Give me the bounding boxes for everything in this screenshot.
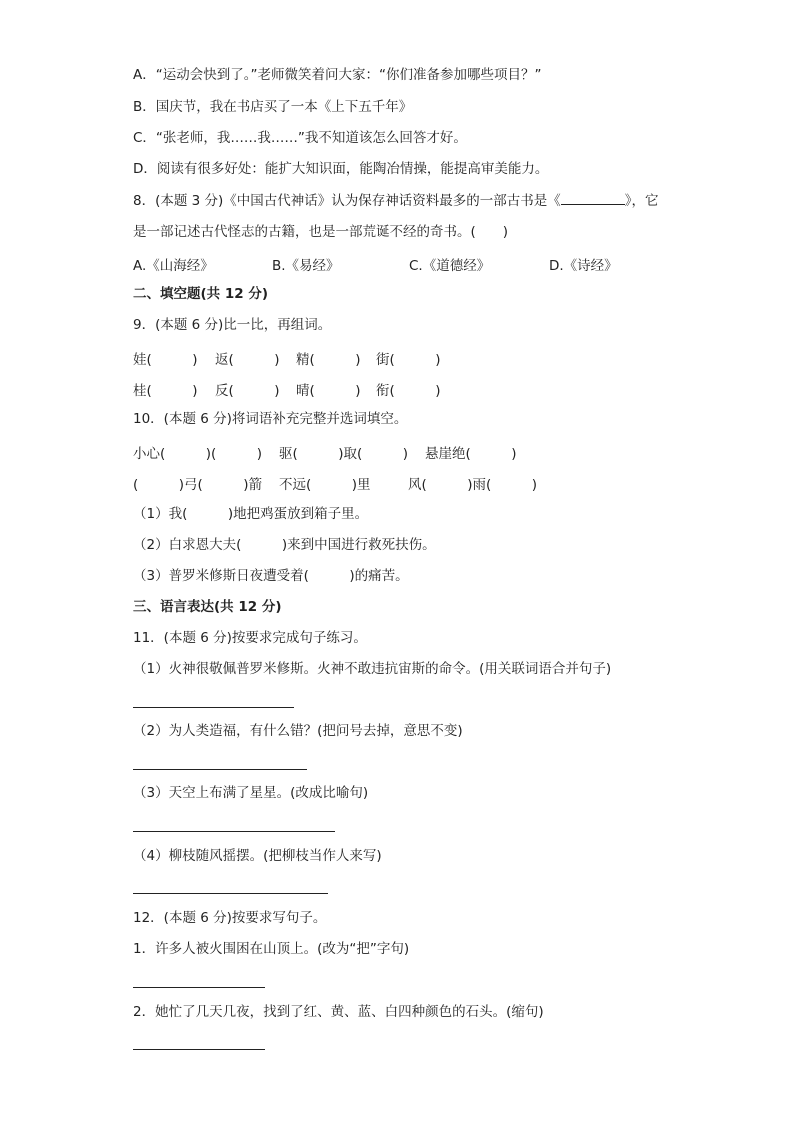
q10-sub-3: （3）普罗米修斯日夜遭受着( )的痛苦。 [133, 568, 409, 584]
q9-item: 返( ) [215, 352, 280, 368]
q11-answer-line-3[interactable] [133, 831, 335, 832]
q11-sub-1: （1）火神很敬佩普罗米修斯。火神不敢违抗宙斯的命令。(用关联词语合并句子) [133, 661, 612, 677]
q10-stem: 10．(本题 6 分)将词语补充完整并选词填空。 [133, 411, 408, 427]
q8-option-b: B.《易经》 [272, 258, 340, 274]
q7-option-c: C．“张老师，我……我……”我不知道该怎么回答才好。 [133, 130, 467, 146]
q9-item: 精( ) [296, 352, 361, 368]
q9-item: 桂( ) [133, 383, 198, 399]
q8-stem [133, 192, 659, 210]
q10-sub-1: （1）我( )地把鸡蛋放到箱子里。 [133, 506, 369, 522]
q12-sub-2: 2．她忙了几天几夜，找到了红、黄、蓝、白四种颜色的石头。(缩句) [133, 1004, 544, 1020]
q12-sub-1: 1．许多人被火围困在山顶上。(改为“把”字句) [133, 941, 410, 957]
q11-stem: 11．(本题 6 分)按要求完成句子练习。 [133, 630, 367, 646]
q8-stem-line2: 是一部记述古代怪志的古籍，也是一部荒诞不经的奇书。( ) [133, 224, 509, 240]
q9-item: 街( ) [376, 352, 441, 368]
q10-phrase: ( )弓( )箭 [133, 477, 263, 493]
q10-row-2 [133, 473, 553, 491]
q10-phrase: 风( )雨( ) [408, 477, 538, 493]
q12-answer-line-2[interactable] [133, 1049, 265, 1050]
q9-item: 反( ) [215, 383, 280, 399]
q9-item: 衔( ) [376, 383, 441, 399]
q9-item: 晴( ) [296, 383, 361, 399]
q11-answer-line-1[interactable] [133, 707, 294, 708]
q10-row-1 [133, 442, 553, 460]
q12-stem: 12．(本题 6 分)按要求写句子。 [133, 910, 327, 926]
q8-option-a: A.《山海经》 [133, 258, 214, 274]
q8-option-d: D.《诗经》 [549, 258, 618, 274]
q8-stem-pre: 8．(本题 3 分)《中国古代神话》认为保存神话资料最多的一部古书是《 [133, 193, 561, 209]
q8-answer-blank[interactable] [561, 192, 625, 205]
q10-phrase: 悬崖绝( ) [425, 446, 517, 462]
q8-options [133, 254, 653, 272]
q8-stem-post: 》，它 [624, 193, 659, 209]
q9-stem: 9．(本题 6 分)比一比，再组词。 [133, 317, 332, 333]
q10-phrase: 驱( )取( ) [279, 446, 409, 462]
q10-phrase: 小心( )( ) [133, 446, 263, 462]
q10-sub-2: （2）白求恩大夫( )来到中国进行救死扶伤。 [133, 537, 436, 553]
q8-option-c: C.《道德经》 [409, 258, 491, 274]
q10-phrase: 不远( )里 [279, 477, 371, 493]
section-3-title: 三、语言表达(共 12 分) [133, 599, 282, 615]
q11-sub-4: （4）柳枝随风摇摆。(把柳枝当作人来写) [133, 848, 382, 864]
q7-option-d: D．阅读有很多好处：能扩大知识面，能陶冶情操，能提高审美能力。 [133, 161, 549, 177]
q7-option-a: A．“运动会快到了。”老师微笑着问大家：“你们准备参加哪些项目？” [133, 67, 542, 83]
q9-row-1 [133, 348, 463, 366]
q9-row-2 [133, 379, 463, 397]
q11-sub-3: （3）天空上布满了星星。(改成比喻句) [133, 785, 369, 801]
q11-sub-2: （2）为人类造福，有什么错？(把问号去掉，意思不变) [133, 723, 463, 739]
q12-answer-line-1[interactable] [133, 987, 265, 988]
q11-answer-line-4[interactable] [133, 893, 328, 894]
section-2-title: 二、填空题(共 12 分) [133, 286, 269, 302]
q11-answer-line-2[interactable] [133, 769, 307, 770]
q7-option-b: B．国庆节，我在书店买了一本《上下五千年》 [133, 99, 413, 115]
q9-item: 娃( ) [133, 352, 198, 368]
